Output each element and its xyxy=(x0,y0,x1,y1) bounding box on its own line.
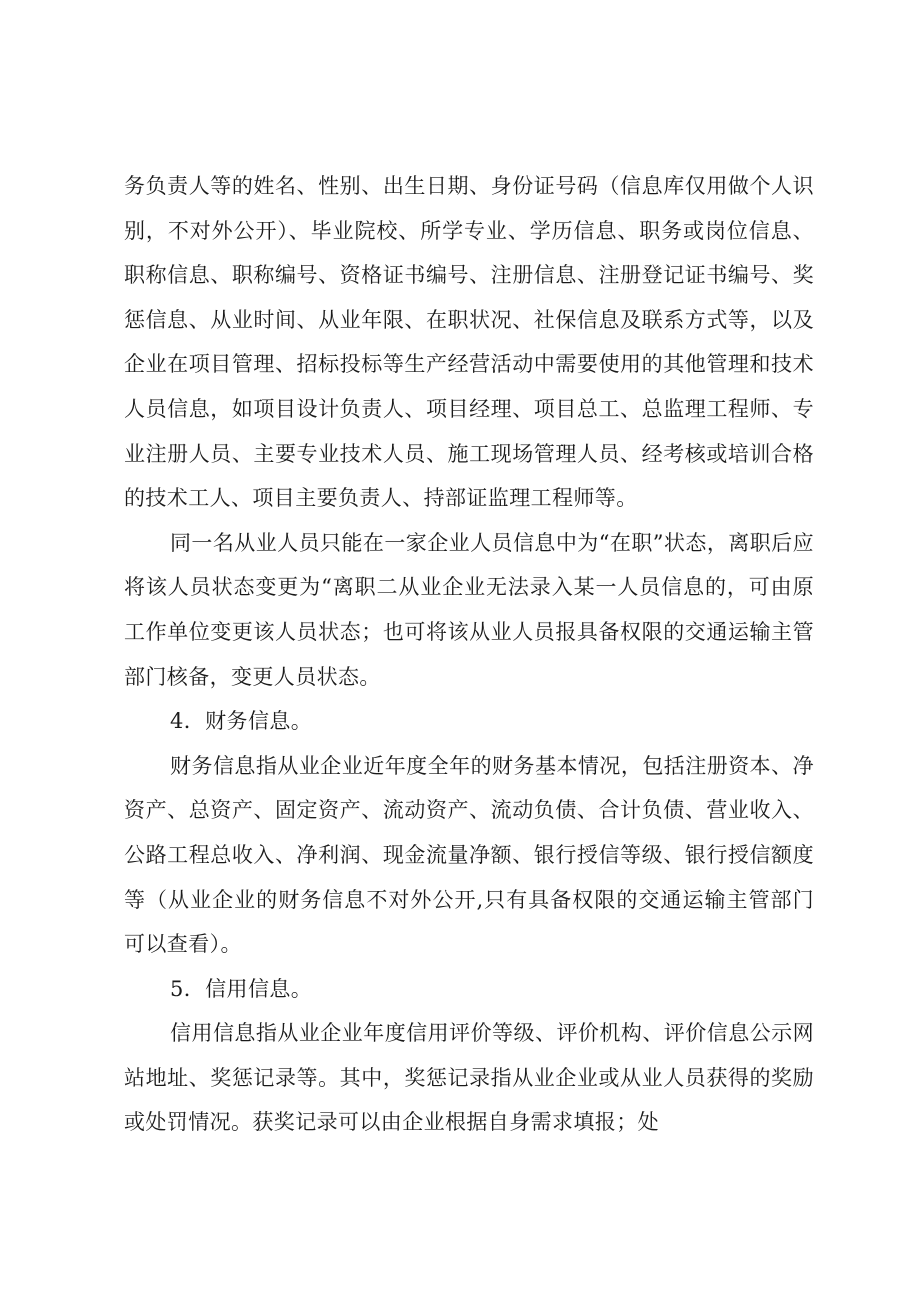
paragraph-credit-info: 信用信息指从业企业年度信用评价等级、评价机构、评价信息公示网站地址、奖惩记录等。其中，奖惩记录指从业企业或从业人员获得的奖励或处罚情况。获奖记录可以由企业根据自身需求填报；处 xyxy=(124,1021,814,1135)
section-heading-financial-info: 4．财务信息。 xyxy=(170,709,313,734)
document-body xyxy=(124,164,814,1145)
paragraph-employment-status: 同一名从业人员只能在一家企业人员信息中为“在职”状态，离职后应将该人员状态变更为“离职二从业企业无法录入某一人员信息的，可由原工作单位变更该人员状态；也可将该从业人员报具备权限的交通运输主管部门核备，变更人员状态。 xyxy=(124,530,814,689)
paragraph-financial-info: 财务信息指从业企业近年度全年的财务基本情况，包括注册资本、净资产、总资产、固定资产、流动资产、流动负债、合计负债、营业收入、公路工程总收入、净利润、现金流量净额、银行授信等级、银行授信额度等（从业企业的财务信息不对外公开,只有具备权限的交通运输主管部门可以查看）。 xyxy=(124,753,814,957)
paragraph-personnel-info: 务负责人等的姓名、性别、出生日期、身份证号码（信息库仅用做个人识别，不对外公开）、毕业院校、所学专业、学历信息、职务或岗位信息、职称信息、职称编号、资格证书编号、注册信息、注册登记证书编号、奖惩信息、从业时间、从业年限、在职状况、社保信息及联系方式等，以及企业在项目管理、招标投标等生产经营活动中需要使用的其他管理和技术人员信息，如项目设计负责人、项目经理、项目总工、总监理工程师、专业注册人员、主要专业技术人员、施工现场管理人员、经考核或培训合格的技术工人、项目主要负责人、持部证监理工程师等。 xyxy=(124,174,814,511)
section-heading-credit-info: 5．信用信息。 xyxy=(170,976,313,1001)
